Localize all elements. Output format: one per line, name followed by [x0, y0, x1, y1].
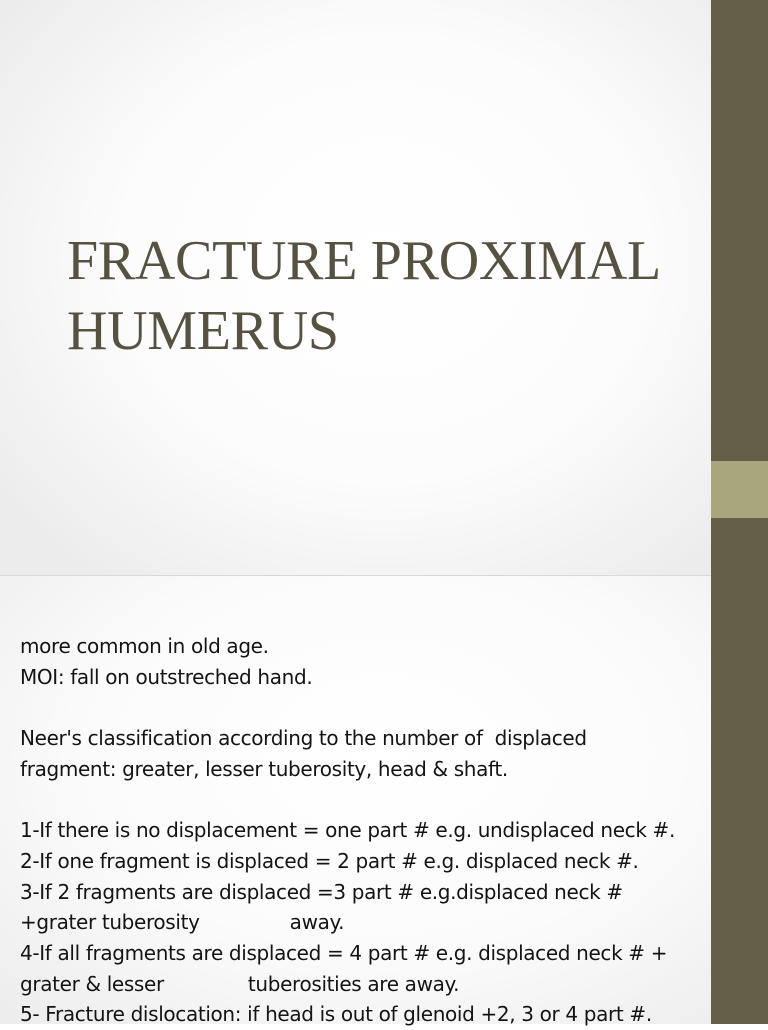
part-line-4: +grater tuberosity away. — [20, 910, 345, 935]
content-body — [20, 631, 710, 1030]
title-line-1: FRACTURE PROXIMAL — [67, 230, 661, 292]
classification-line-2: fragment: greater, lesser tuberosity, head & shaft. — [20, 756, 508, 781]
title-line-2: HUMERUS — [67, 300, 339, 362]
part-line-2: 2-If one fragment is displaced = 2 part # e.g. displaced neck #. — [20, 848, 639, 873]
part-line-6: grater & lesser tuberosities are away. — [20, 971, 460, 996]
part-line-3: 3-If 2 fragments are displaced =3 part # e.g.displaced neck # — [20, 879, 623, 904]
part-line-5: 4-If all fragments are displaced = 4 part # e.g. displaced neck # + — [20, 941, 668, 965]
paragraph-gap — [20, 692, 710, 723]
paragraph-gap — [20, 785, 710, 816]
intro-line-2: MOI: fall on outstreched hand. — [20, 664, 313, 689]
sidebar-accent-block — [711, 461, 768, 518]
part-line-7: 5- Fracture dislocation: if head is out of glenoid +2, 3 or 4 part #. — [20, 1002, 652, 1027]
intro-line-1: more common in old age. — [20, 634, 269, 658]
part-line-1: 1-If there is no displacement = one part # e.g. undisplaced neck #. — [20, 818, 675, 843]
classification-line-1: Neer's classification according to the number of displaced — [20, 726, 587, 751]
slide-title — [67, 226, 697, 366]
